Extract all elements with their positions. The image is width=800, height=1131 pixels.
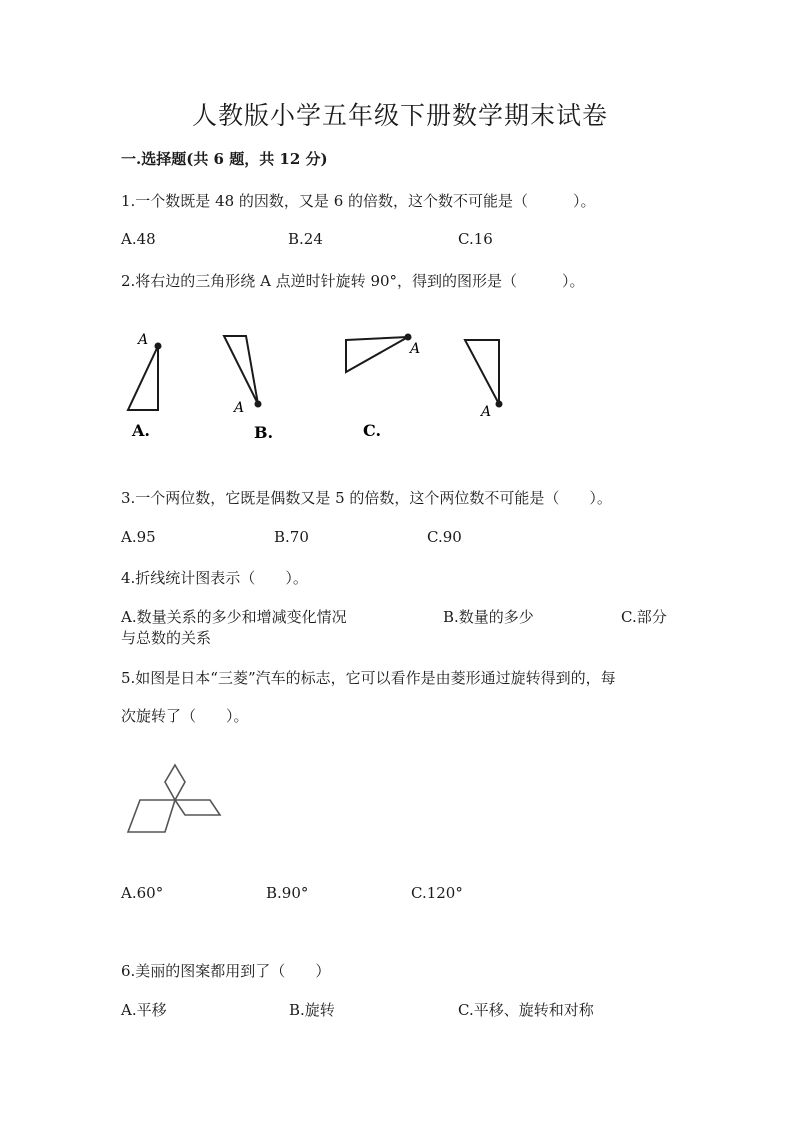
figure-label-c: C.: [363, 421, 382, 440]
point-a-label-4: A: [481, 404, 492, 420]
rotation-figures: [110, 320, 430, 450]
point-a-label-1: A: [138, 332, 149, 348]
q6-option-a: A.平移: [121, 1001, 167, 1019]
question-2-text: 2.将右边的三角形绕 A 点逆时针旋转 90°，得到的图形是（ ）。: [121, 272, 585, 290]
triangle-option-c: [455, 330, 525, 425]
question-5-text-line-1: 5.如图是日本“三菱”汽车的标志，它可以看作是由菱形通过旋转得到的，每: [121, 669, 616, 687]
q4-option-c-continued: 与总数的关系: [121, 629, 212, 647]
page-title: 人教版小学五年级下册数学期末试卷: [191, 101, 608, 130]
question-5-text-line-2: 次旋转了（ ）。: [121, 707, 249, 725]
q1-option-c: C.16: [458, 230, 493, 248]
q4-option-b: B.数量的多少: [443, 608, 534, 626]
q5-option-b: B.90°: [266, 884, 309, 902]
triangle-original: [128, 332, 162, 440]
mitsubishi-logo-figure: [120, 760, 230, 840]
rhombus-left: [128, 800, 175, 832]
q3-option-c: C.90: [427, 528, 462, 546]
question-4-text: 4.折线统计图表示（ ）。: [121, 569, 308, 587]
triangle-option-b: [346, 334, 420, 441]
point-a-label-3: A: [410, 341, 421, 357]
q4-option-c: C.部分: [621, 608, 667, 626]
question-1-text: 1.一个数既是 48 的因数，又是 6 的倍数，这个数不可能是（ ）。: [121, 192, 596, 210]
q6-option-c: C.平移、旋转和对称: [458, 1001, 594, 1019]
figure-label-b: B.: [254, 423, 274, 442]
q6-option-b: B.旋转: [289, 1001, 335, 1019]
q3-option-a: A.95: [121, 528, 156, 546]
q1-option-a: A.48: [121, 230, 156, 248]
question-3-text: 3.一个两位数，它既是偶数又是 5 的倍数，这个两位数不可能是（ ）。: [121, 489, 612, 507]
rhombus-right: [175, 800, 220, 815]
q3-option-b: B.70: [274, 528, 309, 546]
triangle-option-a: [224, 336, 273, 442]
q5-option-c: C.120°: [411, 884, 463, 902]
q1-option-b: B.24: [288, 230, 323, 248]
figure-label-a: A.: [132, 421, 150, 440]
question-6-text: 6.美丽的图案都用到了（ ）: [121, 962, 331, 980]
q4-option-a: A.数量关系的多少和增减变化情况: [121, 608, 347, 626]
q5-option-a: A.60°: [121, 884, 164, 902]
section-heading: 一.选择题(共 6 题，共 12 分): [121, 150, 328, 168]
rhombus-top: [165, 765, 185, 800]
point-a-label-2: A: [234, 400, 245, 416]
